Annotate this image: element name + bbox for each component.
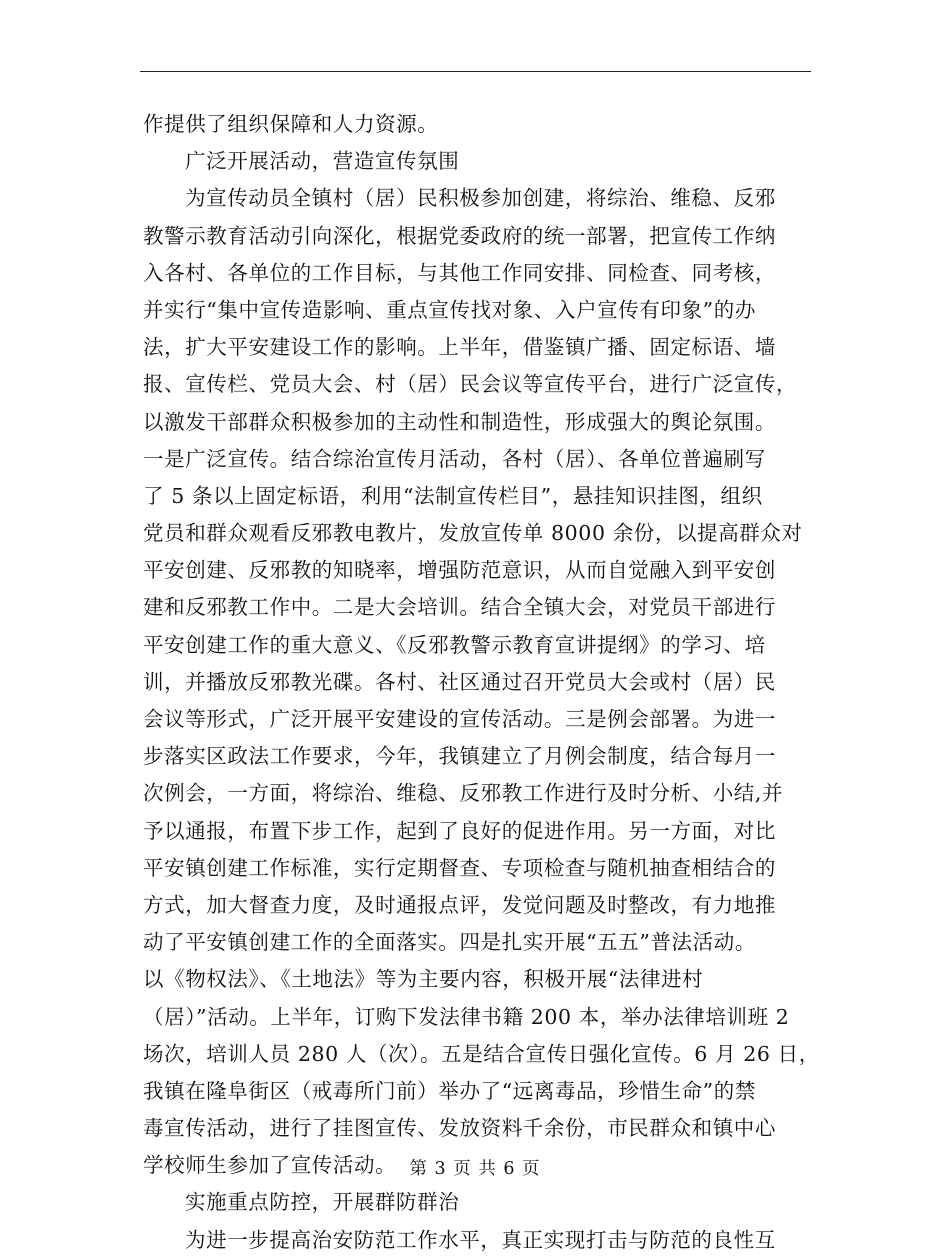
document-body bbox=[143, 106, 820, 1259]
text-line: 步落实区政法工作要求，今年，我镇建立了月例会制度，结合每月一 bbox=[143, 744, 776, 769]
paragraph-first-line: 为进一步提高治安防范工作水平，真正实现打击与防范的良性互 bbox=[185, 1227, 776, 1252]
paragraph-first-line: 广泛开展活动，营造宣传氛围 bbox=[185, 149, 460, 174]
text-line: 平安镇创建工作标准，实行定期督查、专项检查与随机抽查相结合的 bbox=[143, 855, 776, 880]
header-rule bbox=[140, 71, 811, 72]
text-line: 场次，培训人员 280 人（次）。五是结合宣传日强化宣传。6 月 26 日， bbox=[143, 1041, 820, 1066]
text-line: 动了平安镇创建工作的全面落实。四是扎实开展“五五”普法活动。 bbox=[143, 930, 756, 955]
paragraph-first-line: 实施重点防控，开展群防群治 bbox=[185, 1190, 460, 1215]
text-line: 方式，加大督查力度，及时通报点评，发觉问题及时整改，有力地推 bbox=[143, 892, 776, 917]
text-line: 训，并播放反邪教光碟。各村、社区通过召开党员大会或村（居）民 bbox=[143, 669, 776, 694]
text-line: 毒宣传活动，进行了挂图宣传、发放资料千余份，市民群众和镇中心 bbox=[143, 1116, 776, 1141]
text-line: 报、宣传栏、党员大会、村（居）民会议等宣传平台，进行广泛宣传， bbox=[143, 372, 798, 397]
text-line: 次例会，一方面，将综治、维稳、反邪教工作进行及时分析、小结,并 bbox=[143, 781, 784, 806]
text-line: 我镇在隆阜街区（戒毒所门前）举办了“远离毒品，珍惜生命”的禁 bbox=[143, 1078, 756, 1103]
text-line: 一是广泛宣传。结合综治宣传月活动，各村（居）、各单位普遍刷写 bbox=[143, 446, 766, 471]
text-line: 并实行“集中宣传造影响、重点宣传找对象、入户宣传有印象”的办 bbox=[143, 297, 756, 322]
text-line: 了 5 条以上固定标语，利用“法制宣传栏目”，悬挂知识挂图，组织 bbox=[143, 483, 763, 508]
text-line: 予以通报，布置下步工作，起到了良好的促进作用。另一方面，对比 bbox=[143, 818, 776, 843]
text-line: 平安创建、反邪教的知晓率，增强防范意识，从而自觉融入到平安创 bbox=[143, 558, 776, 583]
text-line: 平安创建工作的重大意义、《反邪教警示教育宣讲提纲》的学习、培 bbox=[143, 632, 766, 657]
text-line: 教警示教育活动引向深化，根据党委政府的统一部署，把宣传工作纳 bbox=[143, 223, 776, 248]
text-line: 以《物权法》、《土地法》等为主要内容，积极开展“法律进村 bbox=[143, 967, 704, 992]
text-line: （居）”活动。上半年，订购下发法律书籍 200 本，举办法律培训班 2 bbox=[143, 1004, 790, 1029]
paragraph-first-line: 为宣传动员全镇村（居）民积极参加创建，将综治、维稳、反邪 bbox=[185, 186, 776, 211]
text-line: 学校师生参加了宣传活动。 bbox=[143, 1153, 397, 1178]
text-line: 作提供了组织保障和人力资源。 bbox=[143, 112, 439, 136]
text-line: 会议等形式，广泛开展平安建设的宣传活动。三是例会部署。为进一 bbox=[143, 707, 776, 731]
page-footer: 第 3 页 共 6 页 bbox=[409, 1159, 541, 1179]
text-line: 法，扩大平安建设工作的影响。上半年，借鉴镇广播、固定标语、墙 bbox=[143, 335, 776, 360]
text-line: 党员和群众观看反邪教电教片，发放宣传单 8000 余份，以提高群众对 bbox=[143, 521, 803, 546]
text-line: 入各村、各单位的工作目标，与其他工作同安排、同检查、同考核， bbox=[143, 260, 776, 285]
text-line: 建和反邪教工作中。二是大会培训。结合全镇大会，对党员干部进行 bbox=[143, 595, 776, 620]
text-line: 以激发干部群众积极参加的主动性和制造性，形成强大的舆论氛围。 bbox=[143, 409, 776, 434]
